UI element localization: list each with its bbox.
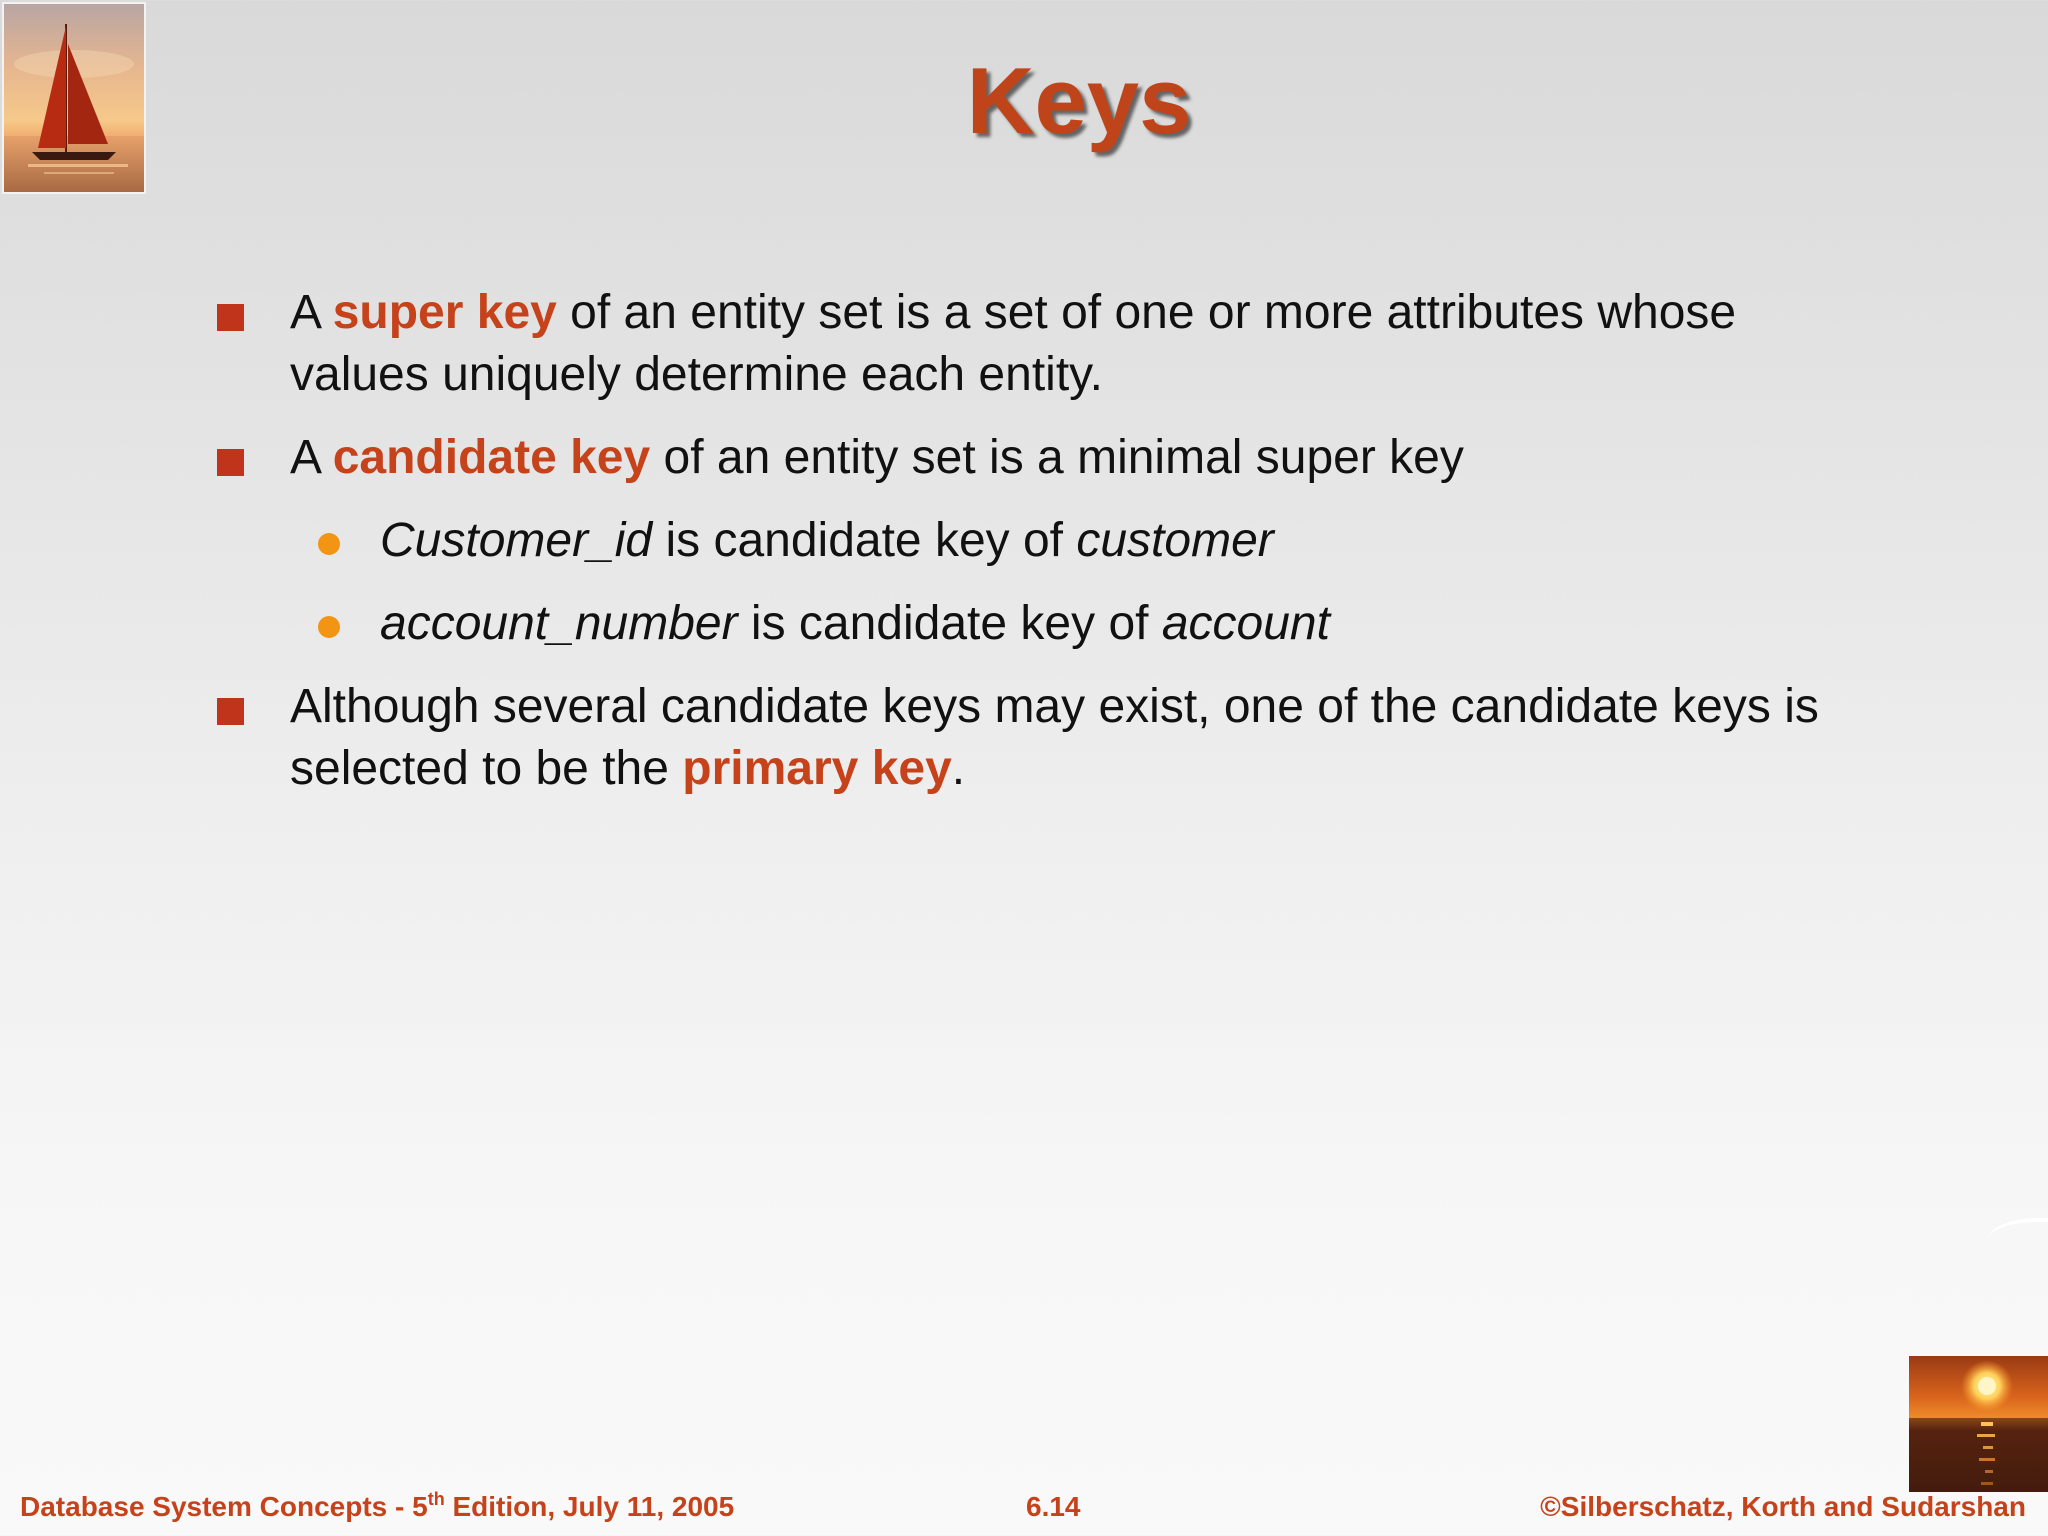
text-segment: A	[290, 286, 333, 339]
attribute-name: Customer_id	[380, 514, 653, 567]
bullet-item-super-key	[210, 282, 1850, 406]
bullet-text	[380, 514, 1274, 567]
footer-title-text: Database System Concepts - 5	[20, 1491, 428, 1522]
sub-bullet-customer-id	[210, 510, 1850, 572]
footer-title-sup: th	[427, 1489, 445, 1509]
bullet-list	[210, 282, 1850, 821]
text-segment: is candidate key of	[737, 597, 1162, 650]
slide-title: Keys	[966, 48, 1192, 153]
bullet-item-primary-key	[210, 676, 1850, 800]
text-segment: of an entity set is a set of one or more attributes whose values uniquely determine each entity.	[290, 286, 1737, 401]
text-segment: .	[951, 742, 966, 795]
term-candidate-key: candidate key	[332, 431, 651, 484]
footer-copyright: ©Silberschatz, Korth and Sudarshan	[1540, 1491, 2026, 1522]
sunset-logo-icon	[1909, 1356, 2048, 1492]
entity-name: customer	[1076, 514, 1274, 567]
footer-title-date: Edition, July 11, 2005	[444, 1491, 735, 1522]
text-segment: Although several candidate keys may exist, one of the candidate keys is selected to be the	[290, 680, 1819, 795]
bullet-text	[290, 431, 1464, 484]
slide-number: 6.14	[1026, 1491, 1081, 1522]
text-segment: A	[290, 431, 333, 484]
square-bullet-icon	[217, 304, 244, 331]
round-bullet-icon	[318, 616, 340, 638]
bullet-text	[380, 597, 1330, 650]
square-bullet-icon	[217, 698, 244, 725]
footer-book-title	[20, 1490, 734, 1524]
term-primary-key: primary key	[682, 742, 952, 795]
bullet-text	[290, 286, 1736, 401]
text-segment: of an entity set is a minimal super key	[650, 431, 1464, 484]
entity-name: account	[1161, 597, 1330, 650]
text-segment: is candidate key of	[652, 514, 1077, 567]
attribute-name: account_number	[380, 597, 738, 650]
sub-bullet-account-number	[210, 593, 1850, 655]
square-bullet-icon	[217, 449, 244, 476]
round-bullet-icon	[318, 533, 340, 555]
term-super-key: super key	[332, 286, 557, 339]
bullet-text	[290, 680, 1819, 795]
bullet-item-candidate-key	[210, 427, 1850, 489]
decorative-arc	[1988, 1218, 2048, 1262]
